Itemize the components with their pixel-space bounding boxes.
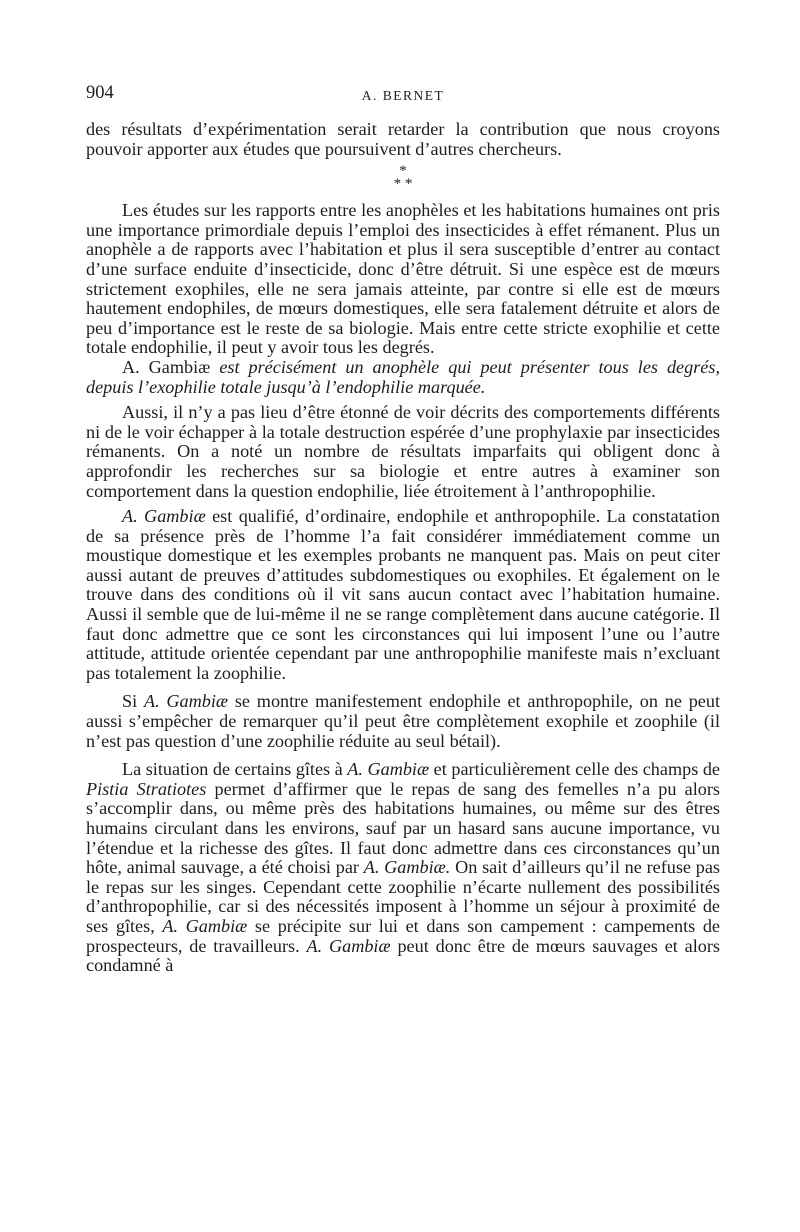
paragraph <box>86 692 720 751</box>
paragraph <box>86 403 720 501</box>
running-head <box>86 84 720 120</box>
text-span: Aussi, il n’y a pas lieu d’être étonné de voir décrits des comportements différents ni de le voir échapper à la totale destruction espérée d’une prophylaxie par insecticides rémanents. On a noté un nombre de résultats imparfaits qui obligent donc à approfondir les recherches sur sa biologie et entre autres à examiner son comportement dans la question endophilie, liée étroitement à l’anthropophilie. <box>86 402 720 501</box>
italic-span: A. Gambiæ <box>143 691 229 712</box>
italic-span: est précisément un anophèle qui peut présenter tous les degrés, depuis l’exophilie totale jusqu’à l’endophilie marquée. <box>86 356 720 397</box>
italic-span: Pistia Stratiotes <box>86 778 207 799</box>
text-span: et particulièrement celle des champs de <box>429 759 721 780</box>
paragraph <box>86 201 720 358</box>
italic-span: A. Gambiæ. <box>363 857 451 878</box>
text-span: La situation de certains gîtes à <box>122 759 348 780</box>
text-span: Si <box>122 691 144 712</box>
italic-span: A. Gambiæ <box>162 915 248 936</box>
paragraph <box>86 120 720 159</box>
document-page <box>86 84 720 976</box>
text-span: se précipite sur lui et dans son campement : campements de prospecteurs, de travailleurs. <box>86 915 720 956</box>
text-span: Les études sur les rapports entre les anophèles et les habitations humaines ont pris une importance primordiale depuis l’emploi des insecticides à effet rémanent. Plus un anophèle a de rapports avec l’habitation et plus il sera susceptible d’entrer au contact d’une surface enduite d’insecticide, donc d’être détruit. Si une espèce est de mœurs strictement exophiles, elle ne sera jamais atteinte, par contre si elle est de mœurs hautement endophiles, de mœurs domestiques, elle sera fatalement détruite et alors de peu d’importance est le reste de sa biologie. Mais entre cette stricte exophilie et cette totale endophilie, il peut y avoir tous les degrés. <box>86 200 720 358</box>
text-span: On sait d’ailleurs qu’il ne refuse pas le repas sur les singes. Cependant cette zoophilie n’écarte nullement des possibilités d’anthropophilie, car si des nécessités imposent à l’homme un séjour à proximité de ses gîtes, <box>86 857 721 936</box>
text-span: A. Gambiæ <box>122 356 220 377</box>
asterism-top: * <box>399 163 407 180</box>
text-span: est qualifié, d’ordinaire, endophile et anthropophile. La constatation de sa présence près de l’homme l’a fait considérer immédiatement comme un moustique domestique et les exemples probants ne manquent pas. Mais on peut citer aussi autant de preuves d’attitudes subdomestiques ou exophiles. Et également on le trouve dans des conditions où il vit sans aucun contact avec l’habitation humaine. Aussi il semble que de lui-même il ne se range complètement dans aucune catégorie. Il faut donc admettre que ce sont les circonstances qui lui imposent l’une ou l’autre attitude, attitude orientée cependant par une anthropophilie manifeste mais n’excluant pas totalement la zoophilie. <box>86 506 720 683</box>
italic-span: A. Gambiæ <box>347 759 430 780</box>
paragraph <box>86 760 720 976</box>
asterism-bottom: * * <box>393 176 413 193</box>
text-span: peut donc être de mœurs sauvages et alors condamné à <box>86 935 721 976</box>
running-head-author: A. BERNET <box>361 88 445 103</box>
section-asterism <box>86 165 720 191</box>
text-span: permet d’affirmer que le repas de sang des femelles n’a pu alors s’accomplir dans, ou même près des habitations humaines, ou même sur des êtres humains circulant dans les environs, sauf par un hasard sans aucune importance, vu l’étendue et la richesse des gîtes. Il faut donc admettre dans ces circonstances qu’un hôte, animal sauvage, a été choisi par <box>86 778 720 878</box>
body-text <box>86 120 720 976</box>
text-span: des résultats d’expérimentation serait retarder la contribution que nous croyons pouvoir apporter aux études que poursuivent d’autres chercheurs. <box>86 119 720 159</box>
paragraph <box>86 358 720 397</box>
italic-span: A. Gambiæ <box>306 935 391 956</box>
italic-span: A. Gambiæ <box>122 506 206 527</box>
page-number: 904 <box>86 83 114 103</box>
paragraph <box>86 507 720 683</box>
text-span: se montre manifestement endophile et anthropophile, on ne peut aussi s’empêcher de remarquer qu’il peut être complètement exophile et zoophile (il n’est pas question d’une zoophilie réduite au seul bétail). <box>86 691 721 751</box>
